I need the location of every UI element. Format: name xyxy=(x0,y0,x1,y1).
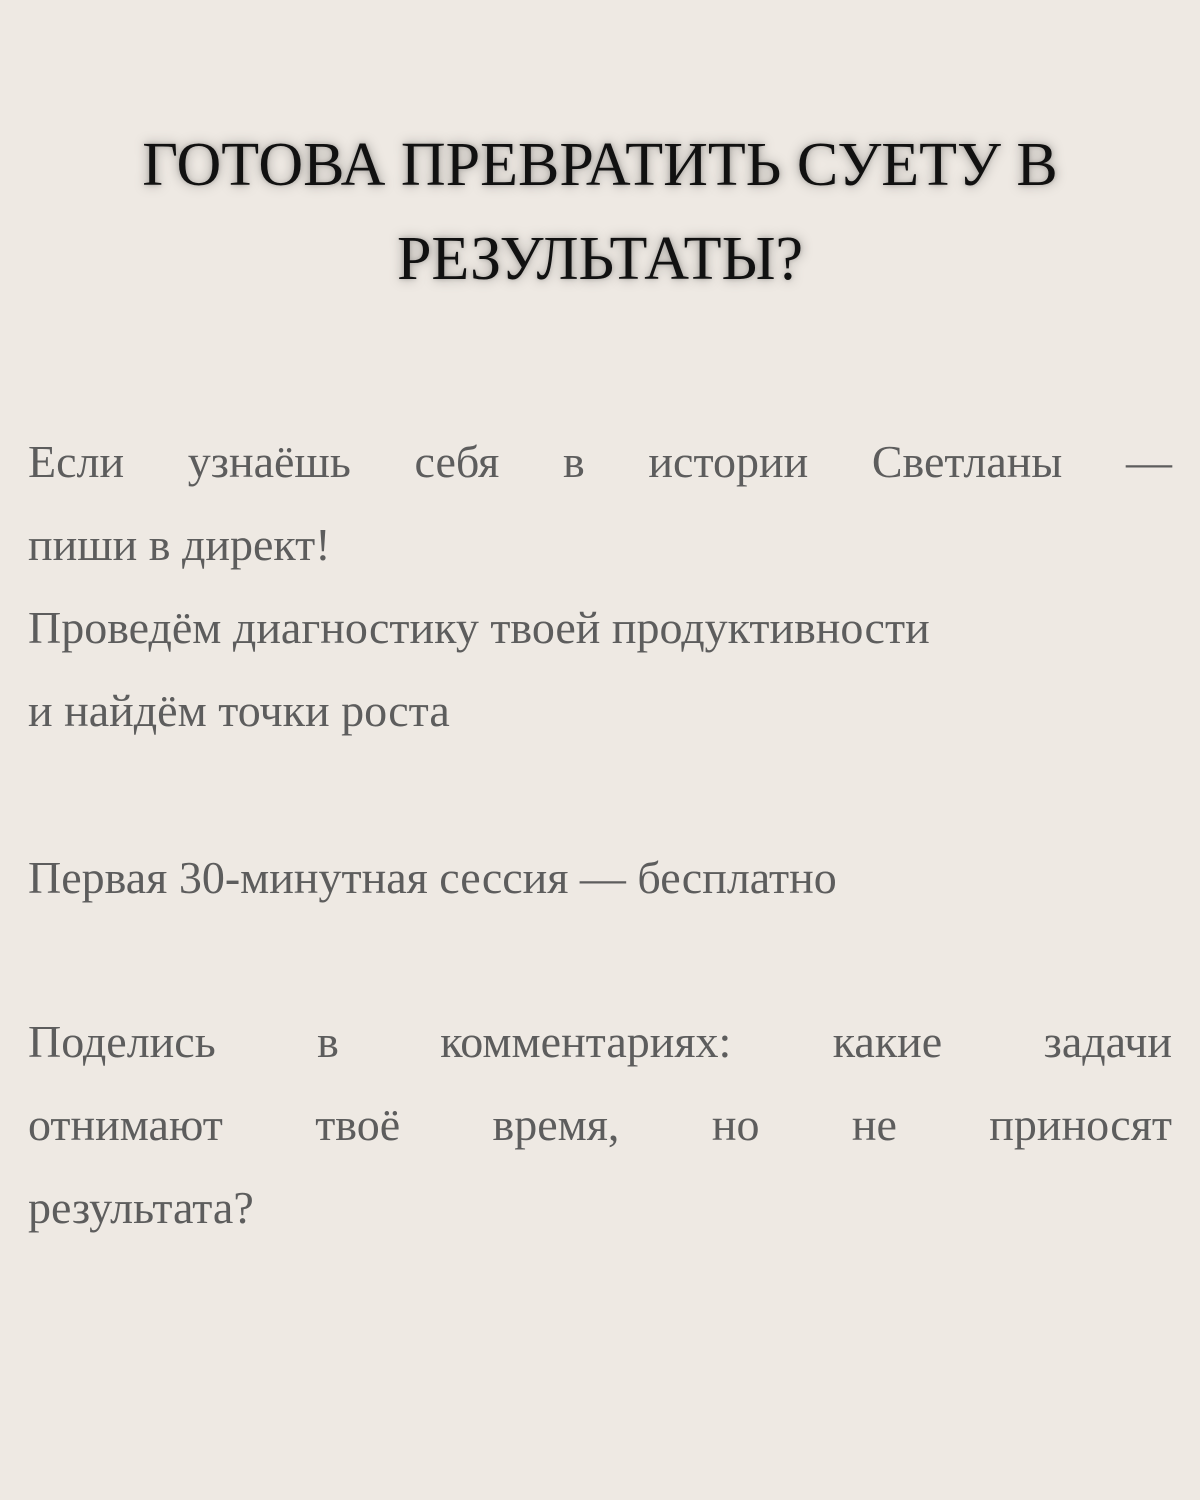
word: истории xyxy=(648,436,809,487)
word: Светланы xyxy=(871,436,1063,487)
word: какие xyxy=(832,1016,943,1067)
word: Если xyxy=(28,436,125,487)
title-line-1: ГОТОВА ПРЕВРАТИТЬ СУЕТУ В xyxy=(142,131,1058,199)
paragraph-diagnostics-line-1: Проведём диагностику твоей продуктивности xyxy=(28,602,930,653)
word: Поделись xyxy=(28,1016,216,1067)
paragraph-intro-line-1 xyxy=(28,420,1172,503)
page-title xyxy=(60,118,1140,306)
paragraph-comment-prompt-line-3: результата? xyxy=(28,1182,254,1233)
paragraph-diagnostics-line-2: и найдём точки роста xyxy=(28,685,450,736)
paragraph-comment-prompt-line-2 xyxy=(28,1083,1172,1166)
word: в xyxy=(563,436,585,487)
paragraph-free-session-line-1: Первая 30-минутная сессия — бесплатно xyxy=(28,852,837,903)
word: задачи xyxy=(1043,1016,1172,1067)
paragraph-free-session xyxy=(28,836,1172,919)
paragraph-comment-prompt-line-1 xyxy=(28,1000,1172,1083)
word: время, xyxy=(492,1099,620,1150)
paragraph-comment-prompt xyxy=(28,1000,1172,1249)
word: комментариях: xyxy=(440,1016,732,1067)
word: отнимают xyxy=(28,1099,223,1150)
title-line-2: РЕЗУЛЬТАТЫ? xyxy=(396,225,804,293)
word: — xyxy=(1125,436,1172,487)
word: твоё xyxy=(315,1099,401,1150)
word: не xyxy=(851,1099,897,1150)
word: узнаёшь xyxy=(187,436,351,487)
paragraph-intro xyxy=(28,420,1172,586)
word: приносят xyxy=(989,1099,1172,1150)
paragraph-intro-line-2: пиши в директ! xyxy=(28,519,331,570)
paragraph-diagnostics xyxy=(28,586,1172,752)
word: себя xyxy=(414,436,500,487)
word: в xyxy=(317,1016,339,1067)
word: но xyxy=(711,1099,760,1150)
